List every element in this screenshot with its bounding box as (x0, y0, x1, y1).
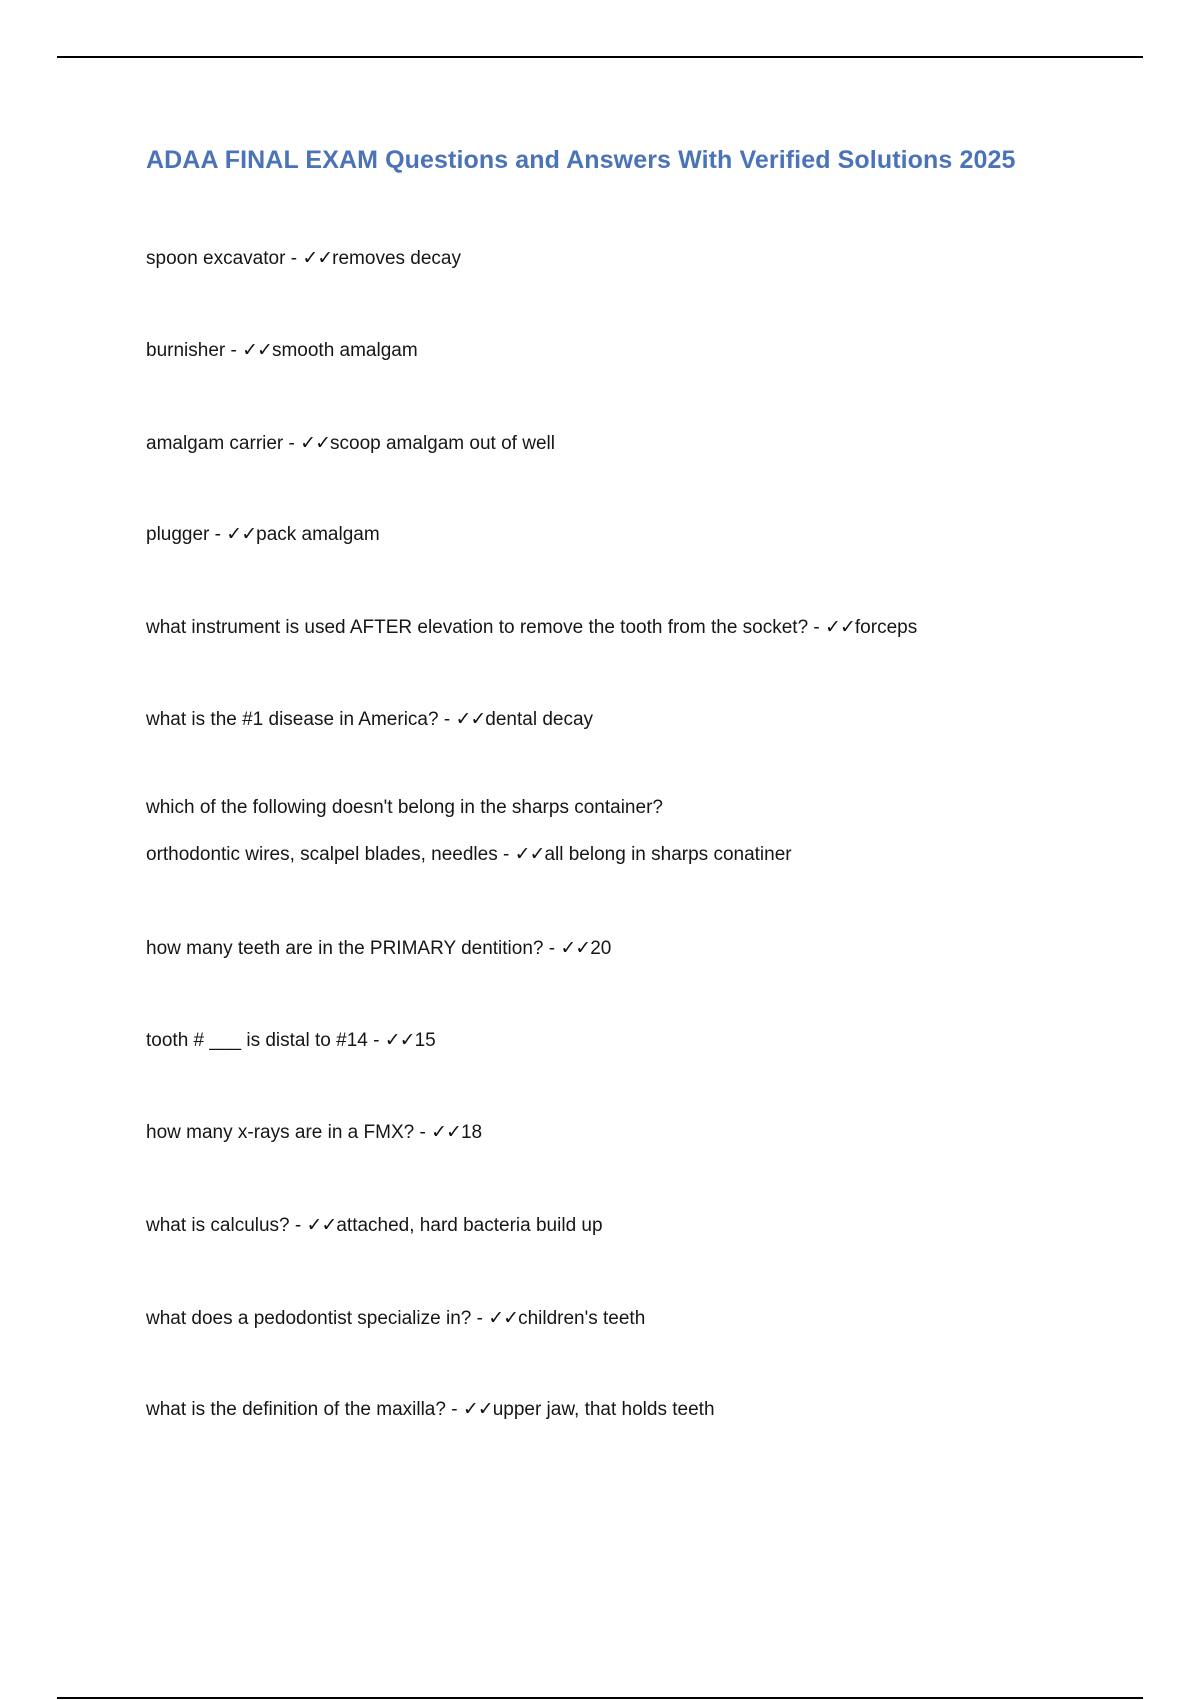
answer-text: scoop amalgam out of well (330, 433, 555, 454)
double-check-icon: ✓✓ (825, 616, 855, 638)
answer-text: pack amalgam (256, 524, 380, 545)
question-text: burnisher (146, 340, 226, 361)
answer-text: forceps (854, 617, 918, 638)
separator: - (497, 844, 515, 865)
answer-text: children's teeth (518, 1308, 646, 1329)
answer-text: 15 (414, 1030, 436, 1051)
question-text: spoon excavator (146, 248, 286, 269)
double-check-icon: ✓✓ (306, 1214, 337, 1236)
qa-item (146, 431, 555, 456)
double-check-icon: ✓✓ (488, 1307, 519, 1329)
separator: - (289, 1215, 307, 1236)
question-text: which of the following doesn't belong in the sharps container? (146, 797, 663, 818)
double-check-icon: ✓✓ (384, 1029, 415, 1051)
double-check-icon: ✓✓ (302, 247, 333, 269)
separator: - (808, 617, 826, 638)
answer-text: smooth amalgam (271, 340, 418, 361)
answer-text: removes decay (332, 248, 461, 269)
qa-item (146, 246, 461, 271)
separator: - (543, 938, 561, 959)
question-text: what instrument is used AFTER elevation to remove the tooth from the socket? (146, 617, 809, 638)
double-check-icon: ✓✓ (462, 1398, 493, 1420)
question-text: how many teeth are in the PRIMARY dentition? (146, 938, 544, 959)
qa-item (146, 615, 917, 640)
qa-item (146, 1397, 715, 1422)
question-text: tooth # ___ is distal to #14 (146, 1030, 368, 1051)
double-check-icon: ✓✓ (514, 843, 545, 865)
question-text: how many x-rays are in a FMX? (146, 1122, 415, 1143)
question-text: what is the #1 disease in America? (146, 709, 439, 730)
page-title: ADAA FINAL EXAM Questions and Answers With Verified Solutions 2025 (146, 146, 1016, 174)
double-check-icon: ✓✓ (431, 1121, 461, 1143)
qa-item (146, 1306, 645, 1331)
qa-item (146, 936, 611, 961)
double-check-icon: ✓✓ (455, 708, 486, 730)
separator: - (285, 248, 303, 269)
bottom-rule (57, 1697, 1143, 1699)
double-check-icon: ✓✓ (560, 937, 591, 959)
separator: - (438, 709, 456, 730)
top-rule (57, 56, 1143, 58)
answer-text: 18 (460, 1122, 483, 1143)
separator: - (283, 433, 301, 454)
answer-text: upper jaw, that holds teeth (492, 1399, 715, 1420)
double-check-icon: ✓✓ (226, 523, 257, 545)
double-check-icon: ✓✓ (242, 339, 272, 361)
separator: - (225, 340, 243, 361)
separator: - (209, 524, 227, 545)
qa-item (146, 1213, 603, 1238)
qa-item (146, 707, 593, 732)
answer-text: attached, hard bacteria build up (336, 1215, 603, 1236)
answer-text: 20 (590, 938, 612, 959)
qa-item (146, 1120, 482, 1145)
question-text: what is the definition of the maxilla? (146, 1399, 446, 1420)
qa-item (146, 1028, 436, 1053)
question-text: amalgam carrier (146, 433, 284, 454)
answer-text: all belong in sharps conatiner (544, 844, 792, 865)
separator: - (445, 1399, 463, 1420)
question-text: plugger (146, 524, 210, 545)
double-check-icon: ✓✓ (300, 432, 330, 454)
question-text: what is calculus? (146, 1215, 290, 1236)
qa-item (146, 338, 418, 363)
separator: - (471, 1308, 489, 1329)
question-text: what does a pedodontist specialize in? (146, 1308, 472, 1329)
qa-item (146, 522, 380, 547)
qa-question-line (146, 796, 663, 820)
question-text: orthodontic wires, scalpel blades, needles (146, 844, 498, 865)
separator: - (367, 1030, 385, 1051)
answer-text: dental decay (485, 709, 594, 730)
separator: - (414, 1122, 432, 1143)
qa-item (146, 842, 792, 867)
